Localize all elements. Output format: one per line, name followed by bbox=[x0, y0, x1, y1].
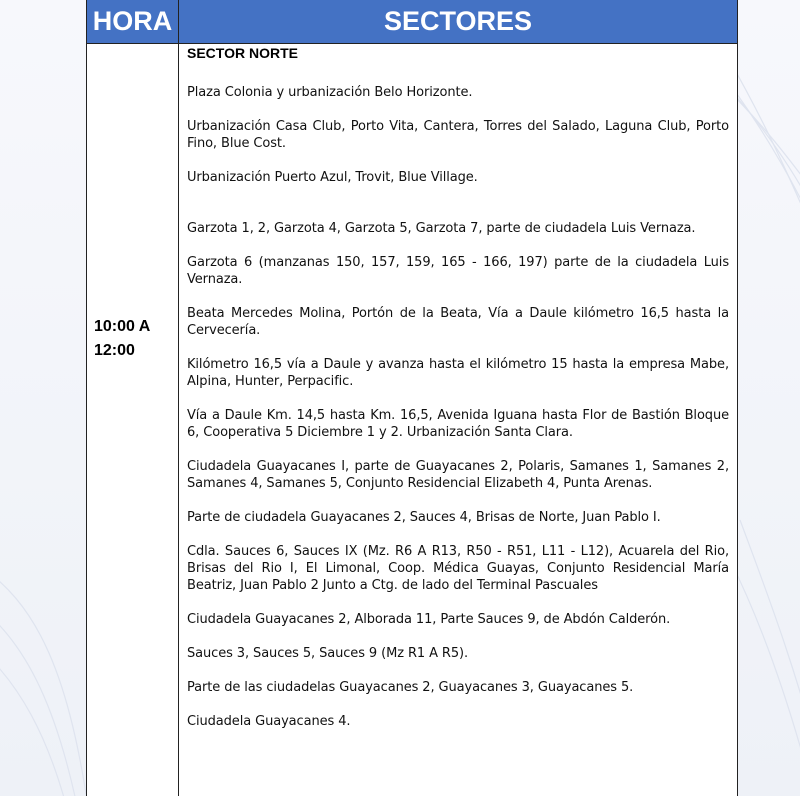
time-end: 12:00 bbox=[94, 342, 135, 359]
table-header bbox=[87, 0, 737, 44]
sectors-cell bbox=[187, 43, 729, 730]
sector-item: Parte de las ciudadelas Guayacanes 2, Guayacanes 3, Guayacanes 5. bbox=[187, 680, 634, 695]
sector-item: Vía a Daule Km. 14,5 hasta Km. 16,5, Avenida Iguana hasta Flor de Bastión Bloque 6, Cooperativa 5 Diciembre 1 y 2. Urbanización Santa Clara. bbox=[187, 408, 729, 440]
time-start: 10:00 A bbox=[94, 318, 151, 335]
sector-item: Garzota 6 (manzanas 150, 157, 159, 165 - 166, 197) parte de la ciudadela Luis Vernaza. bbox=[187, 255, 729, 287]
sector-item: Kilómetro 16,5 vía a Daule y avanza hasta el kilómetro 15 hasta la empresa Mabe, Alpina, Hunter, Perpacific. bbox=[187, 357, 729, 389]
schedule-table bbox=[86, 0, 738, 796]
sector-item: Ciudadela Guayacanes 4. bbox=[187, 714, 351, 729]
time-cell bbox=[94, 315, 174, 363]
sector-item: Ciudadela Guayacanes 2, Alborada 11, Parte Sauces 9, de Abdón Calderón. bbox=[187, 612, 671, 627]
column-divider bbox=[178, 0, 179, 796]
header-sectores: SECTORES bbox=[383, 6, 533, 36]
header-hora: HORA bbox=[92, 6, 173, 36]
sector-item: Parte de ciudadela Guayacanes 2, Sauces 4, Brisas de Norte, Juan Pablo I. bbox=[187, 510, 661, 525]
sector-item: Ciudadela Guayacanes I, parte de Guayacanes 2, Polaris, Samanes 1, Samanes 2, Samanes 4, Samanes 5, Conjunto Residencial Elizabeth 4, Punta Arenas. bbox=[187, 459, 729, 491]
sector-item: Beata Mercedes Molina, Portón de la Beata, Vía a Daule kilómetro 16,5 hasta la Cervecería. bbox=[187, 306, 729, 338]
sector-item: Cdla. Sauces 6, Sauces IX (Mz. R6 A R13, R50 - R51, L11 - L12), Acuarela del Rio, Brisas del Rio I, El Limonal, Coop. Médica Guayas, Conjunto Residencial María Beatriz, Juan Pablo 2 Junto a Ctg. de lado del Terminal Pascuales bbox=[187, 544, 729, 593]
sector-item: Garzota 1, 2, Garzota 4, Garzota 5, Garzota 7, parte de ciudadela Luis Vernaza. bbox=[187, 221, 696, 236]
sector-item: Urbanización Puerto Azul, Trovit, Blue Village. bbox=[187, 170, 478, 185]
sector-item: Plaza Colonia y urbanización Belo Horizonte. bbox=[187, 85, 473, 100]
sector-title: SECTOR NORTE bbox=[187, 45, 298, 61]
sector-item: Sauces 3, Sauces 5, Sauces 9 (Mz R1 A R5). bbox=[187, 646, 469, 661]
sector-item: Urbanización Casa Club, Porto Vita, Cantera, Torres del Salado, Laguna Club, Porto Fino, Blue Cost. bbox=[187, 119, 729, 151]
